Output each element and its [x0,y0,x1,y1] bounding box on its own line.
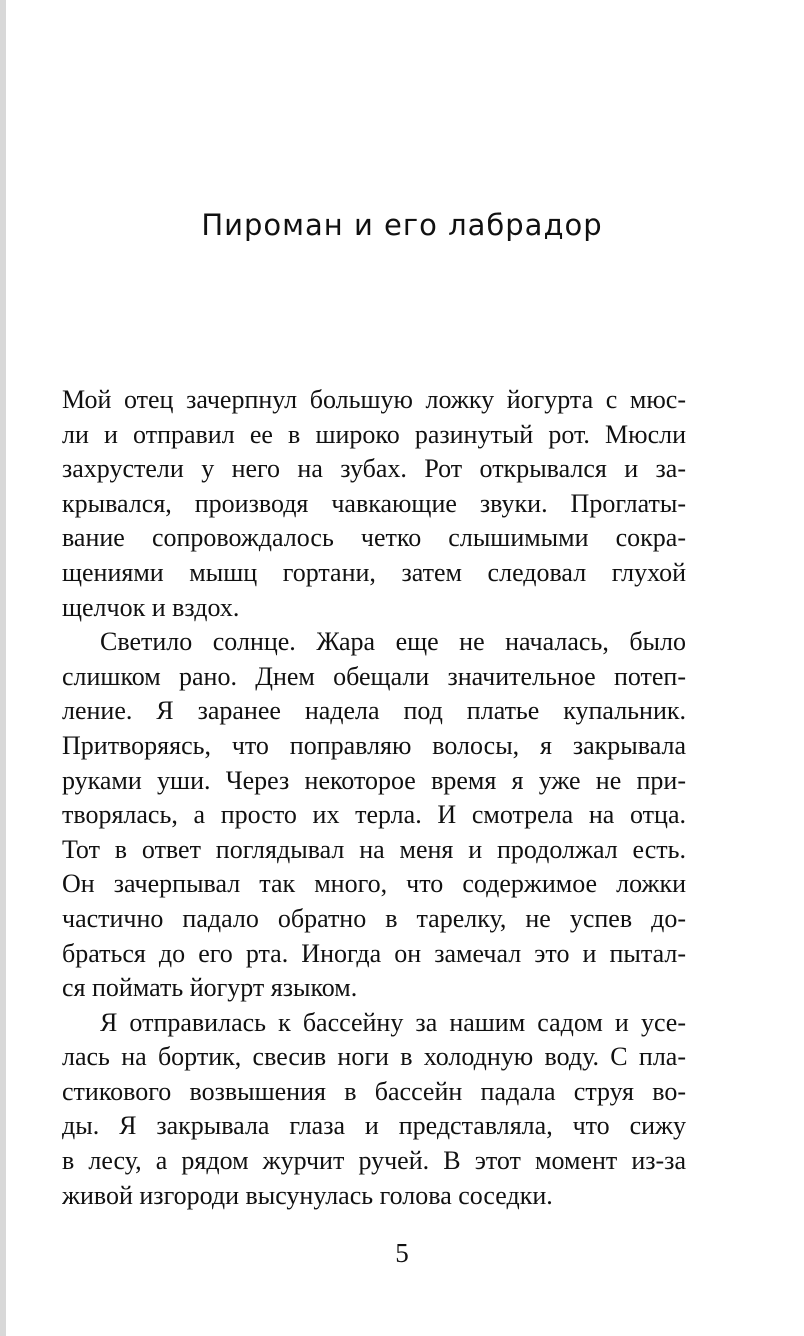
text-line: творялась, а просто их терла. И смотрела на отца. [62,800,686,830]
text-line: ся поймать йогурт языком. [62,973,358,1003]
text-line: Притворяясь, что поправляю волосы, я закрывала [62,730,686,760]
text-line: захрустели у него на зубах. Рот открывался и за- [62,454,686,484]
text-line: Тот в ответ поглядывал на меня и продолжал есть. [62,834,686,864]
page-number: 5 [395,1238,409,1268]
text-line: руками уши. Через некоторое время я уже не при- [62,765,686,795]
text-line: щениями мышц гортани, затем следовал глухой [62,557,686,587]
text-line: частично падало обратно в тарелку, не успев до- [62,903,686,933]
text-line: лась на бортик, свесив ноги в холодную воду. С пла- [62,1042,686,1072]
text-line: ление. Я заранее надела под платье купальник. [62,696,686,726]
text-line: живой изгороди высунулась голова соседки. [62,1180,553,1210]
body-text [62,383,686,1213]
text-line: слишком рано. Днем обещали значительное потеп- [62,661,686,691]
text-line: Я отправилась к бассейну за нашим садом и усе- [100,1007,686,1037]
chapter-title: Пироман и его лабрадор [201,208,603,242]
text-line: вание сопровождалось четко слышимыми сокра- [62,523,686,553]
text-line: Мой отец зачерпнул большую ложку йогурта с мюс- [62,385,686,414]
text-line: Светило солнце. Жара еще не началась, было [100,627,686,657]
text-line: ды. Я закрывала глаза и представляла, что сижу [62,1111,686,1141]
text-line: браться до его рта. Иногда он замечал это и пытал- [62,938,686,968]
page-edge [0,0,6,1336]
text-line: стикового возвышения в бассейн падала струя во- [62,1076,686,1106]
text-line: Он зачерпывал так много, что содержимое ложки [62,869,686,899]
paragraph-2 [62,625,686,1006]
text-line: щелчок и вздох. [62,592,240,622]
paragraph-1 [62,383,686,625]
paragraph-3 [62,1006,686,1214]
text-line: в лесу, а рядом журчит ручей. В этот момент из-за [62,1146,686,1176]
text-line: крывался, производя чавкающие звуки. Проглаты- [62,488,686,518]
text-line: ли и отправил ее в широко разинутый рот. Мюсли [62,419,686,449]
